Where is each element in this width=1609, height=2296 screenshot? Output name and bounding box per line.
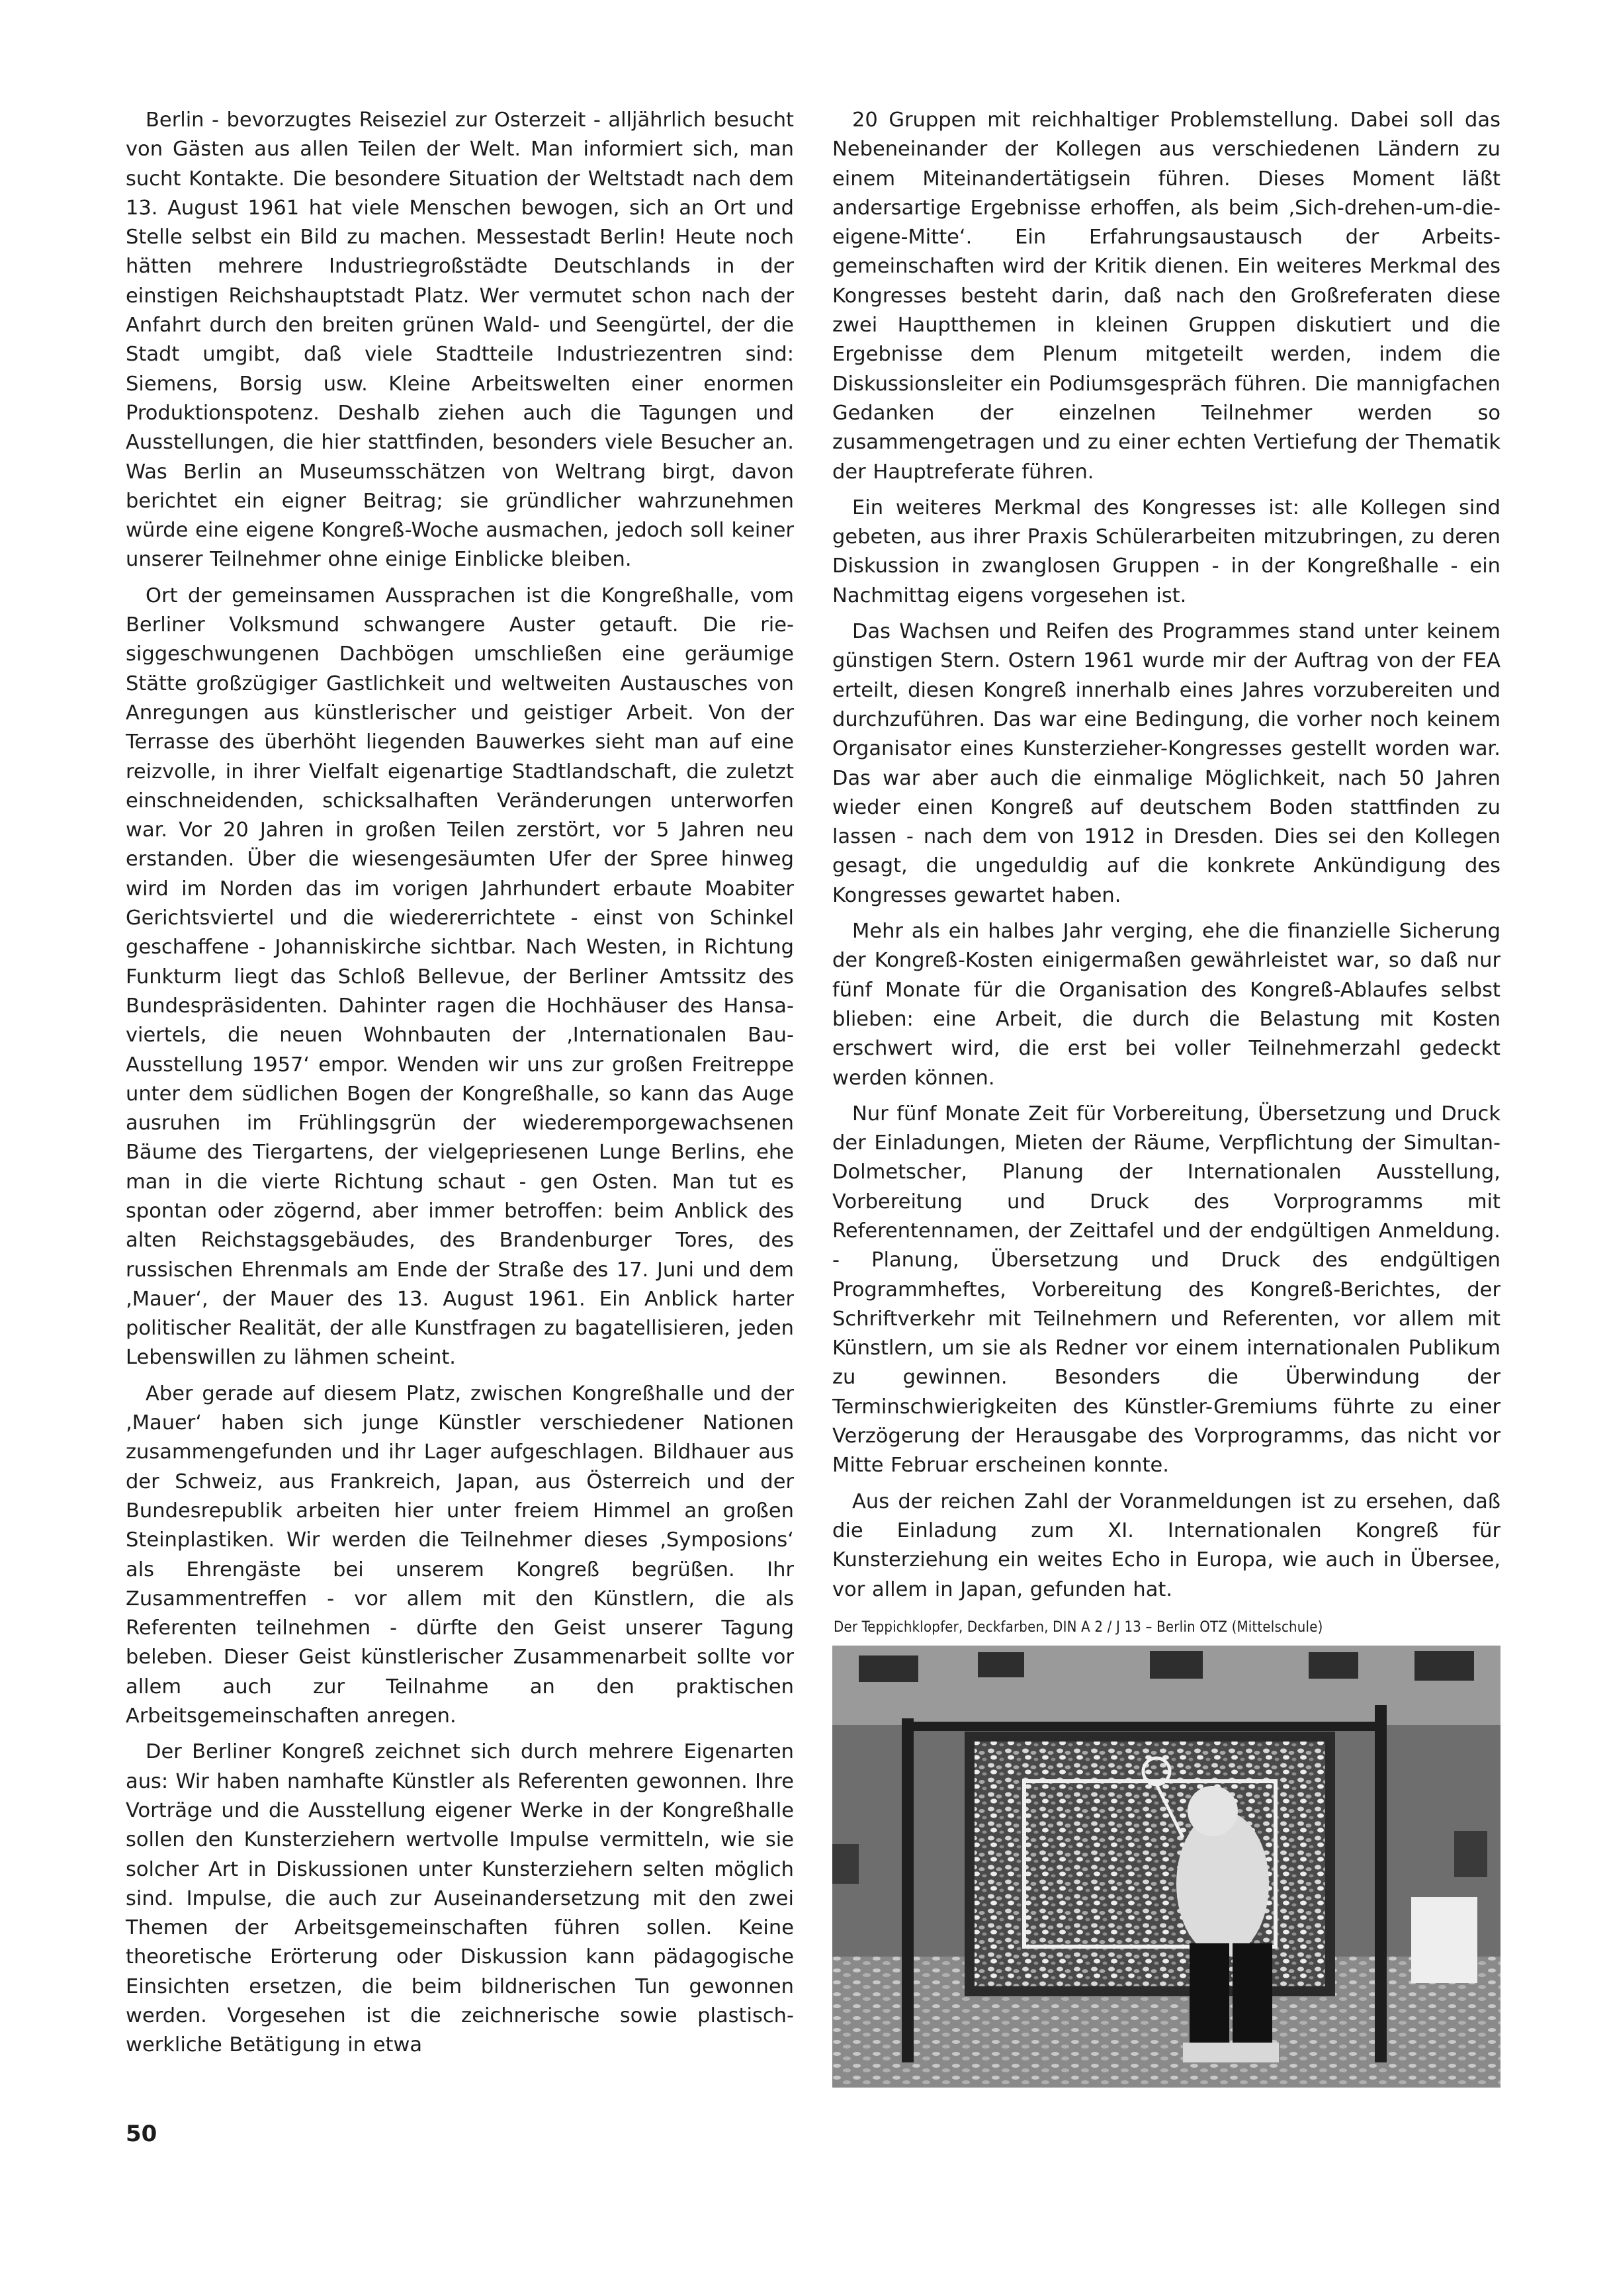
paragraph: Ort der gemeinsamen Aussprachen ist die Kongreßhalle, vom Berliner Volksmund schwangere Auster getauft. Die riesiggeschwungenen Dachbögen umschließen eine geräumige Stätte großzügiger Gastlichkeit und weltweiten Austausches von Anregungen aus künstlerischer und geistiger Arbeit. Von der Terrasse des überhöht liegenden Bauwerkes sieht man auf eine reizvolle, in ihrer Vielfalt eigenartige Stadtlandschaft, die zuletzt einschneidenden, schicksalhaften Veränderungen unterworfen war. Vor 20 Jahren in großen Teilen zerstört, vor 5 Jahren neu erstanden. Über die wiesengesäumten Ufer der Spree hinweg wird im Norden das im vorigen Jahrhundert erbaute Moabiter Gerichtsviertel und die wiedererrichtete - einst von Schinkel geschaffene - Johanniskirche sichtbar. Nach Westen, in Richtung Funkturm liegt das Schloß Bellevue, der Berliner Amtssitz des Bundespräsidenten. Dahinter ragen die Hochhäuser des Hansaviertels, die neuen Wohnbauten der ‚Internationalen Bau-Ausstellung 1957‘ empor. Wenden wir uns zur großen Freitreppe unter dem südlichen Bogen der Kongreßhalle, so kann das Auge ausruhen im Frühlingsgrün der wiederemporgewachsenen Bäume des Tiergartens, der vielgepriesenen Lunge Berlins, ehe man in die vierte Richtung schaut - gen Osten. Man tut es spontan oder zögernd, aber immer betroffen: beim Anblick des alten Reichstagsgebäudes, des Brandenburger Tores, des russischen Ehrenmals am Ende der Straße des 17. Juni und dem ‚Mauer‘, der Mauer des 13. August 1961. Ein Anblick harter politischer Realität, der alle Kunstfragen zu bagatellisieren, jeden Lebenswillen zu lähmen scheint.: [126, 584, 794, 1370]
right-column: [832, 106, 1500, 2088]
page-number: 50: [126, 2121, 157, 2147]
paragraph: Der Berliner Kongreß zeichnet sich durch mehrere Eigenarten aus: Wir haben namhafte Künstler als Referenten gewonnen. Ihre Vorträge und die Ausstellung eigener Werke in der Kongreßhalle sollen den Kunsterziehern wertvolle Impulse vermitteln, wie sie solcher Art in Diskussionen unter Kunsterziehern selten möglich sind. Impulse, die auch zur Auseinandersetzung mit den zwei Themen der Arbeitsgemeinschaften führen sollen. Keine theoretische Erörterung oder Diskussion kann pädagogische Einsichten ersetzen, die beim bildnerischen Tun gewonnen werden. Vorgesehen ist die zeichnerische sowie plastisch-werkliche Betätigung in etwa: [126, 1740, 794, 2057]
paragraph: Das Wachsen und Reifen des Programmes stand unter keinem günstigen Stern. Ostern 1961 wurde mir der Auftrag von der FEA erteilt, diesen Kongreß innerhalb eines Jahres vorzubereiten und durchzuführen. Das war eine Bedingung, die vorher noch keinem Organisator eines Kunsterzieher-Kongresses gestellt worden war. Das war aber auch die einmalige Möglichkeit, nach 50 Jahren wieder einen Kongreß auf deutschem Boden stattfinden zu lassen - nach dem von 1912 in Dresden. Dies sei den Kollegen gesagt, die ungeduldig auf die konkrete Ankündigung des Kongresses gewartet haben.: [832, 620, 1500, 907]
paragraph: Nur fünf Monate Zeit für Vorbereitung, Übersetzung und Druck der Einladungen, Mieten der Räume, Verpflichtung der Simultan-Dolmetscher, Planung der Internationalen Ausstellung, Vorbereitung und Druck des Vorprogramms mit Referentennamen, der Zeittafel und der endgültigen Anmeldung. - Planung, Übersetzung und Druck des endgültigen Programmheftes, Vorbereitung des Kongreß-Berichtes, der Schriftverkehr mit Teilnehmern und Referenten, vor allem mit Künstlern, um sie als Redner vor einem internationalen Publikum zu gewinnen. Besonders die Überwindung der Terminschwierigkeiten des Künstler-Gremiums führte zu einer Verzögerung der Herausgabe des Vorprogramms, das nicht vor Mitte Februar erscheinen konnte.: [832, 1102, 1500, 1478]
paragraph: Berlin - bevorzugtes Reiseziel zur Osterzeit - alljährlich besucht von Gästen aus allen Teilen der Welt. Man informiert sich, man sucht Kontakte. Die besondere Situation der Weltstadt nach dem 13. August 1961 hat viele Menschen bewogen, sich an Ort und Stelle selbst ein Bild zu machen. Messestadt Berlin! Heute noch hätten mehrere Industriegroßstädte Deutschlands in der einstigen Reichshauptstadt Platz. Wer vermutet schon nach der Anfahrt durch den breiten grünen Wald- und Seengürtel, der die Stadt umgibt, daß viele Stadtteile Industriezentren sind: Siemens, Borsig usw. Kleine Arbeitswelten einer enormen Produktionspotenz. Deshalb ziehen auch die Tagungen und Ausstellungen, die hier stattfinden, besonders viele Besucher an. Was Berlin an Museumsschätzen von Weltrang birgt, davon berichtet ein eigner Beitrag; sie gründlicher wahrzunehmen würde eine eigene Kongreß-Woche ausmachen, jedoch soll keiner unserer Teilnehmer ohne einige Einblicke bleiben.: [126, 109, 794, 572]
paragraph: Mehr als ein halbes Jahr verging, ehe die finanzielle Sicherung der Kongreß-Kosten einigermaßen gewährleistet war, so daß nur fünf Monate für die Organisation des Kongreß-Ablaufes selbst blieben: eine Arbeit, die durch die Belastung mit Kosten erschwert wird, die erst bei voller Teilnehmerzahl gedeckt werden können.: [832, 920, 1500, 1090]
left-column: [126, 106, 794, 2067]
carpet-beater-painting: [832, 1646, 1500, 2088]
paragraph: Aus der reichen Zahl der Voranmeldungen ist zu ersehen, daß die Einladung zum XI. Internationalen Kongreß für Kunsterziehung ein weites Echo in Europa, wie auch in Übersee, vor allem in Japan, gefunden hat.: [832, 1489, 1500, 1601]
paragraph: Aber gerade auf diesem Platz, zwischen Kongreßhalle und der ‚Mauer‘ haben sich junge Künstler verschiedener Nationen zusammengefunden und ihr Lager aufgeschlagen. Bildhauer aus der Schweiz, aus Frankreich, Japan, aus Österreich und der Bundesrepublik arbeiten hier unter freiem Himmel an großen Steinplastiken. Wir werden die Teilnehmer dieses ‚Symposions‘ als Ehrengäste bei unserem Kongreß begrüßen. Ihr Zusammentreffen - vor allem mit den Künstlern, die als Referenten teilnehmen - dürfte den Geist unserer Tagung beleben. Dieser Geist künstlerischer Zusammenarbeit sollte vor allem auch zur Teilnahme an den praktischen Arbeitsgemeinschaften anregen.: [126, 1382, 794, 1728]
figure-caption: Der Teppichklopfer, Deckfarben, DIN A 2 / J 13 – Berlin OTZ (Mittelschule): [834, 1618, 1323, 1636]
paragraph: Ein weiteres Merkmal des Kongresses ist: alle Kollegen sind gebeten, aus ihrer Praxis Schülerarbeiten mitzubringen, zu deren Diskussion in zwanglosen Gruppen - in der Kongreßhalle - ein Nachmittag eigens vorgesehen ist.: [832, 496, 1500, 607]
paragraph: 20 Gruppen mit reichhaltiger Problemstellung. Dabei soll das Nebeneinander der Kollegen aus verschiedenen Ländern zu einem Miteinandertätigsein führen. Dieses Moment läßt andersartige Ergebnisse erhoffen, als beim ‚Sich-drehen-um-die-eigene-Mitte‘. Ein Erfahrungsaustausch der Arbeitsgemeinschaften wird der Kritik dienen. Ein weiteres Merkmal des Kongresses besteht darin, daß nach den Großreferaten diese zwei Hauptthemen in kleinen Gruppen diskutiert und die Ergebnisse dem Plenum mitgeteilt werden, indem die Diskussionsleiter ein Podiumsgespräch führen. Die mannigfachen Gedanken der einzelnen Teilnehmer werden so zusammengetragen und zu einer echten Vertiefung der Thematik der Hauptreferate führen.: [832, 109, 1500, 484]
